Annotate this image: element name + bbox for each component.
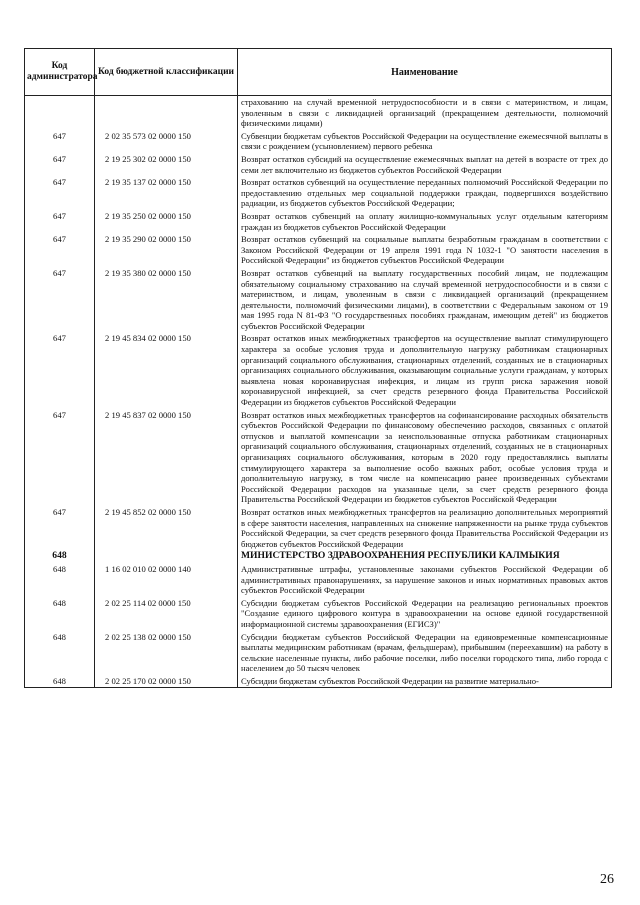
table-row bbox=[25, 176, 612, 210]
page-number: 26 bbox=[600, 872, 614, 887]
row-name: Субсидии бюджетам субъектов Российской Федерации на единовременные компенсационные выплаты медицинским работникам (врачам, фельдшерам), прибывшим (переехавшим) на работу в сельские населенные пункты, либо рабочие поселки, либо поселки городского типа, либо города с населением до 50 тысяч человек bbox=[238, 631, 612, 675]
row-name: страхованию на случай временной нетрудоспособности и в связи с материнством, и лицам, уволенным в связи с ликвидацией организаций (прекращением деятельности, полномочий физическими лицами) bbox=[238, 96, 612, 130]
row-name: Возврат остатков субвенций на социальные выплаты безработным гражданам в соответствии с Законом Российской Федерации от 19 апреля 1991 года N 1032-1 "О занятости населения в Российской Федерации" из бюджетов субъектов Российской Федерации bbox=[238, 233, 612, 267]
row-budget-code: 2 19 45 834 02 0000 150 bbox=[95, 332, 238, 408]
row-name: Возврат остатков субвенций на выплату государственных пособий лицам, не подлежащим обязательному социальному страхованию на случай временной нетрудоспособности и в связи с материнством, и лицам, уволенным в связи с ликвидацией организаций (прекращением деятельности, полномочий физическими лицами), в соответствии с Федеральным законом от 19 мая 1995 года N 81-ФЗ "О государственных пособиях гражданам, имеющим детей" из бюджетов субъектов Российской Федерации bbox=[238, 267, 612, 333]
row-name: Субсидии бюджетам субъектов Российской Федерации на реализацию региональных проектов "Создание единого цифрового контура в здравоохранении на основе единой государственной информационной системы здравоохранения (ЕГИСЗ)" bbox=[238, 597, 612, 631]
header-name: Наименование bbox=[238, 49, 612, 96]
row-admin-code: 648 bbox=[25, 675, 95, 688]
table-row bbox=[25, 597, 612, 631]
row-budget-code: 2 02 25 170 02 0000 150 bbox=[95, 675, 238, 688]
row-name: Возврат остатков иных межбюджетных трансфертов на реализацию дополнительных мероприятий в сфере занятости населения, направленных на снижение напряженности на рынке труда субъектов Российской Федерации, за счет средств резервного фонда Правительства Российской Федерации из бюджетов субъектов Российской Федерации bbox=[238, 506, 612, 550]
row-admin-code: 648 bbox=[25, 597, 95, 631]
classification-table bbox=[24, 48, 612, 688]
row-budget-code: 1 16 02 010 02 0000 140 bbox=[95, 563, 238, 597]
row-admin-code: 648 bbox=[25, 550, 95, 563]
row-name: Возврат остатков иных межбюджетных трансфертов на осуществление выплат стимулирующего характера за особые условия труда и дополнительную нагрузку работникам стационарных организаций социального обслуживания, стационарных отделений, созданных не в стационарных организациях социального обслуживания, оказывающим социальные услуги гражданам, у которых выявлена новая коронавирусная инфекция, и лицам из групп риска заражения новой коронавирусной инфекцией, за счет средств резервного фонда Правительства Российской Федерации из бюджетов субъектов Российской Федерации bbox=[238, 332, 612, 408]
row-budget-code: 2 02 25 138 02 0000 150 bbox=[95, 631, 238, 675]
table-row bbox=[25, 153, 612, 176]
row-admin-code: 648 bbox=[25, 563, 95, 597]
table-row bbox=[25, 675, 612, 688]
row-admin-code: 647 bbox=[25, 176, 95, 210]
table-row bbox=[25, 96, 612, 130]
table-row bbox=[25, 130, 612, 153]
table-row bbox=[25, 409, 612, 506]
row-budget-code bbox=[95, 550, 238, 563]
table-row bbox=[25, 631, 612, 675]
row-admin-code: 647 bbox=[25, 153, 95, 176]
header-code: Код бюджетной классификации bbox=[95, 49, 238, 96]
row-admin-code: 647 bbox=[25, 409, 95, 506]
header-admin: Код администратора bbox=[25, 49, 95, 96]
row-name: Административные штрафы, установленные законами субъектов Российской Федерации об административных правонарушениях, за нарушение законов и иных нормативных правовых актов субъектов Российской Федерации bbox=[238, 563, 612, 597]
table-row bbox=[25, 563, 612, 597]
row-admin-code: 647 bbox=[25, 233, 95, 267]
row-admin-code: 647 bbox=[25, 506, 95, 550]
table-row bbox=[25, 506, 612, 550]
row-name: Субвенции бюджетам субъектов Российской Федерации на осуществление ежемесячной выплаты в связи с рождением (усыновлением) первого ребенка bbox=[238, 130, 612, 153]
row-name: Возврат остатков иных межбюджетных трансфертов на софинансирование расходных обязательств субъектов Российской Федерации по финансовому обеспечению расходов, связанных с оплатой отпусков и выплатой компенсации за неиспользованные отпуска работникам стационарных организаций социального обслуживания, стационарных отделений, созданных не в стационарных организациях социального обслуживания, которым в 2020 году предоставлялись выплаты стимулирующего характера за выполнение особо важных работ, особые условия труда и дополнительную нагрузку, в том числе на компенсацию ранее произведенных субъектами Российской Федерации расходов на указанные цели, за счет средств резервного фонда Правительства Российской Федерации из бюджетов субъектов Российской Федерации bbox=[238, 409, 612, 506]
table-row bbox=[25, 233, 612, 267]
row-budget-code: 2 19 45 852 02 0000 150 bbox=[95, 506, 238, 550]
row-name: Возврат остатков субсидий на осуществление ежемесячных выплат на детей в возрасте от трех до семи лет включительно из бюджетов субъектов Российской Федерации bbox=[238, 153, 612, 176]
row-admin-code: 647 bbox=[25, 130, 95, 153]
row-name: МИНИСТЕРСТВО ЗДРАВООХРАНЕНИЯ РЕСПУБЛИКИ КАЛМЫКИЯ bbox=[238, 550, 612, 563]
row-admin-code: 647 bbox=[25, 210, 95, 233]
row-budget-code: 2 19 45 837 02 0000 150 bbox=[95, 409, 238, 506]
table-body bbox=[25, 96, 612, 688]
row-admin-code: 647 bbox=[25, 267, 95, 333]
row-budget-code: 2 02 25 114 02 0000 150 bbox=[95, 597, 238, 631]
row-budget-code bbox=[95, 96, 238, 130]
table-header bbox=[25, 49, 612, 96]
row-budget-code: 2 19 35 137 02 0000 150 bbox=[95, 176, 238, 210]
table-row bbox=[25, 550, 612, 563]
row-name: Возврат остатков субвенций на оплату жилищно-коммунальных услуг отдельным категориям граждан из бюджетов субъектов Российской Федерации bbox=[238, 210, 612, 233]
table-row bbox=[25, 210, 612, 233]
row-admin-code: 648 bbox=[25, 631, 95, 675]
row-name: Возврат остатков субвенций на осуществление переданных полномочий Российской Федерации по предоставлению отдельных мер социальной поддержки граждан, подвергшихся воздействию радиации, из бюджетов субъектов Российской Федерации; bbox=[238, 176, 612, 210]
row-budget-code: 2 19 35 290 02 0000 150 bbox=[95, 233, 238, 267]
row-budget-code: 2 19 35 250 02 0000 150 bbox=[95, 210, 238, 233]
row-budget-code: 2 02 35 573 02 0000 150 bbox=[95, 130, 238, 153]
row-name: Субсидии бюджетам субъектов Российской Федерации на развитие материально- bbox=[238, 675, 612, 688]
row-admin-code: 647 bbox=[25, 332, 95, 408]
row-budget-code: 2 19 35 380 02 0000 150 bbox=[95, 267, 238, 333]
row-admin-code bbox=[25, 96, 95, 130]
document-page bbox=[24, 48, 611, 688]
table-row bbox=[25, 267, 612, 333]
row-budget-code: 2 19 25 302 02 0000 150 bbox=[95, 153, 238, 176]
table-row bbox=[25, 332, 612, 408]
